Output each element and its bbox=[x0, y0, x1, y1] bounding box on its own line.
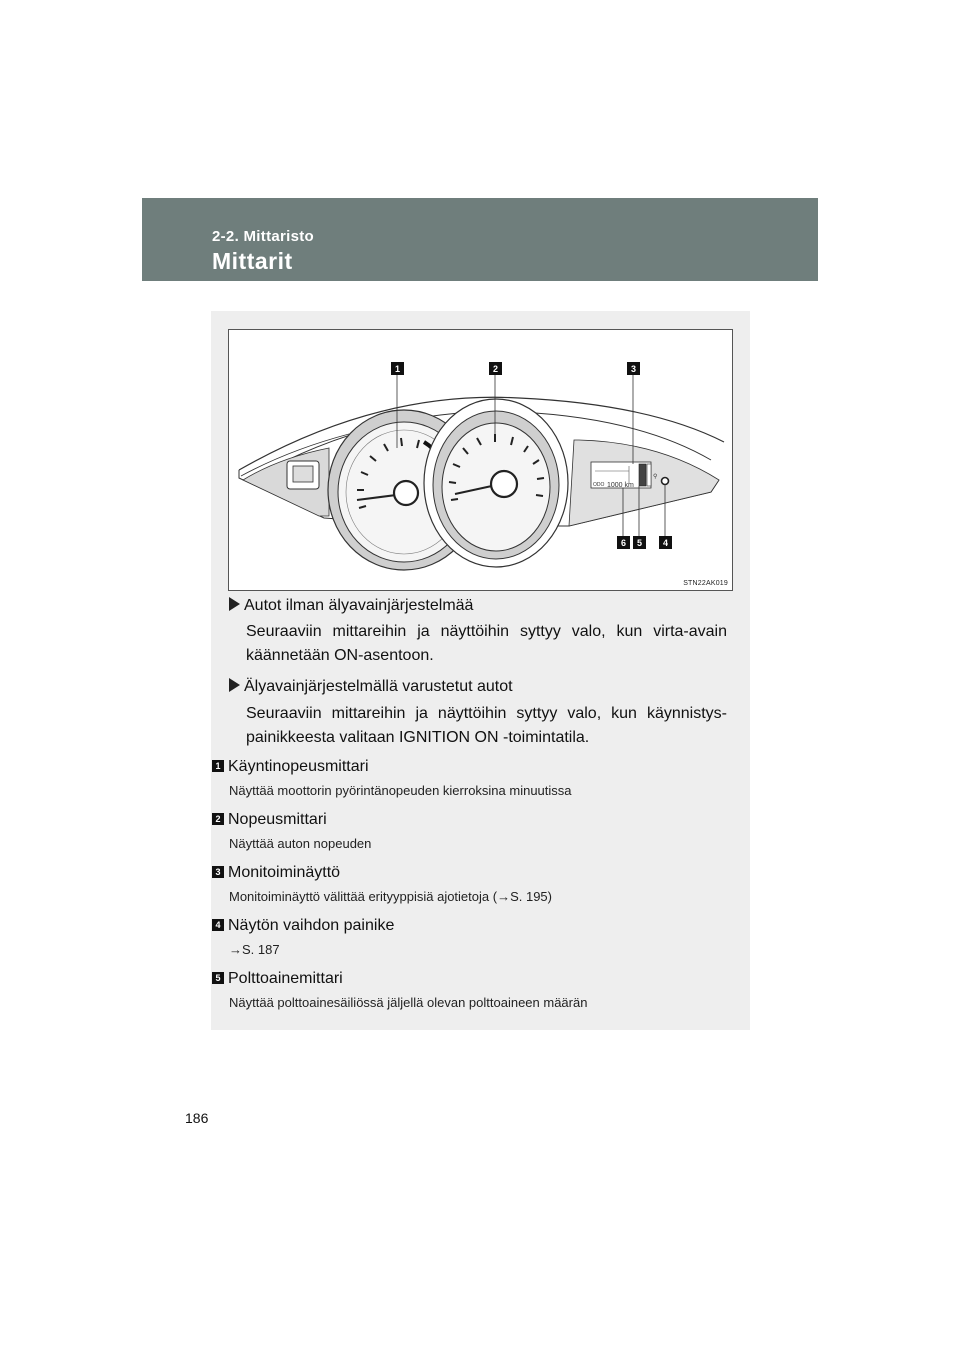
display-change-button-icon bbox=[662, 478, 669, 485]
variant-text-1: Seuraaviin mittareihin ja näyttöihin syttyy valo, kun virta-avain käännetään ON-asentoon. bbox=[246, 623, 727, 664]
variant-label: Autot ilman älyavainjärjestelmää bbox=[244, 597, 474, 614]
svg-text:⚲: ⚲ bbox=[653, 474, 658, 480]
callout-4: 4 bbox=[662, 538, 669, 548]
variant-text-2: Seuraaviin mittareihin ja näyttöihin syttyy valo, kun käynnistys-painikkeesta valitaan IGNITION ON -toimintatila. bbox=[246, 705, 727, 746]
section-header bbox=[142, 198, 818, 281]
variant-label: Älyavainjärjestelmällä varustetut autot bbox=[244, 678, 513, 695]
item-description: Näyttää polttoainesäiliössä jäljellä olevan polttoaineen määrän bbox=[229, 995, 588, 1010]
page-title: Mittarit bbox=[212, 248, 293, 274]
page-number: 186 bbox=[185, 1110, 209, 1126]
odometer-text: 1000 km bbox=[607, 482, 634, 489]
item-number-badge: 4 bbox=[212, 919, 224, 931]
item-description: Monitoiminäyttö välittää erityyppisiä ajotietoja (→S. 195) bbox=[229, 889, 552, 904]
variant-heading-1 bbox=[229, 596, 473, 615]
instrument-cluster-illustration bbox=[229, 330, 732, 590]
item-number-badge: 5 bbox=[212, 972, 224, 984]
callout-2: 2 bbox=[492, 364, 499, 374]
item-name: Polttoainemittari bbox=[228, 970, 343, 987]
instrument-cluster-figure bbox=[228, 329, 733, 591]
item-name: Näytön vaihdon painike bbox=[228, 917, 395, 934]
triangle-bullet-icon bbox=[229, 597, 240, 611]
callout-5: 5 bbox=[636, 538, 643, 548]
variant-heading-2 bbox=[229, 677, 513, 696]
item-description: →S. 187 bbox=[229, 942, 280, 957]
callout-6: 6 bbox=[620, 538, 627, 548]
item-number-badge: 3 bbox=[212, 866, 224, 878]
triangle-bullet-icon bbox=[229, 678, 240, 692]
content-panel bbox=[211, 311, 750, 1030]
item-number-badge: 2 bbox=[212, 813, 224, 825]
item-description: Näyttää auton nopeuden bbox=[229, 836, 372, 851]
callout-3: 3 bbox=[630, 364, 637, 374]
item-name: Käyntinopeusmittari bbox=[228, 758, 369, 775]
item-number-badge: 1 bbox=[212, 760, 224, 772]
item-description: Näyttää moottorin pyörintänopeuden kierroksina minuutissa bbox=[229, 783, 572, 798]
item-name: Monitoiminäyttö bbox=[228, 864, 341, 881]
item-name: Nopeusmittari bbox=[228, 811, 327, 828]
svg-text:ODO: ODO bbox=[593, 482, 605, 488]
figure-code: STN22AK019 bbox=[683, 580, 728, 587]
section-label: 2-2. Mittaristo bbox=[212, 228, 315, 245]
callout-1: 1 bbox=[394, 364, 401, 374]
